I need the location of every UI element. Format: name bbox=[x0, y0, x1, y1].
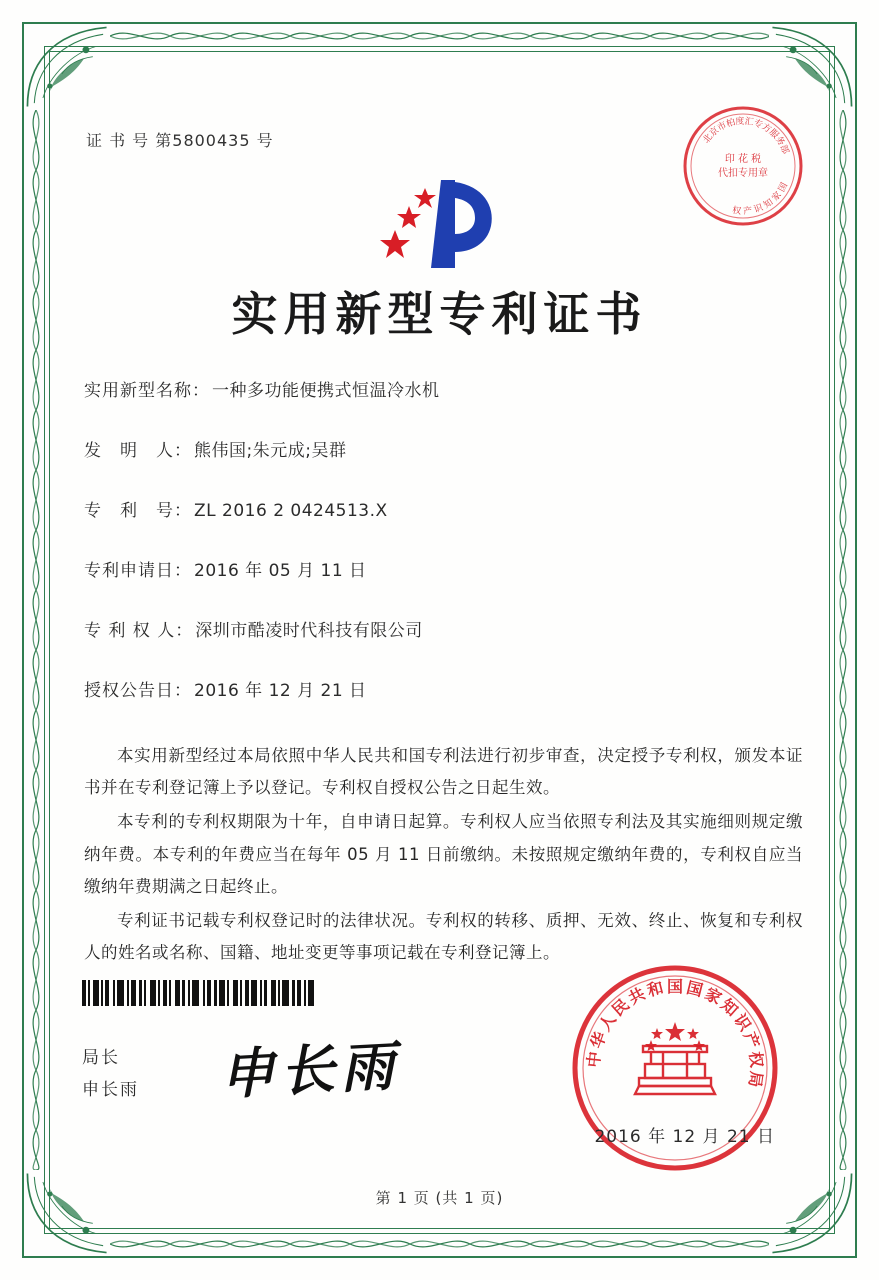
svg-text:产: 产 bbox=[739, 1029, 764, 1051]
field-label: 专 利 权 人： bbox=[84, 621, 194, 642]
field-value: 2016 年 12 月 21 日 bbox=[194, 681, 367, 702]
field-label: 授权公告日： bbox=[84, 681, 192, 702]
svg-text:专: 专 bbox=[752, 118, 764, 131]
svg-text:家: 家 bbox=[701, 983, 725, 1009]
field-list bbox=[84, 380, 807, 741]
svg-text:部: 部 bbox=[777, 143, 791, 156]
handwritten-signature: 申长雨 bbox=[218, 1033, 402, 1107]
svg-text:北: 北 bbox=[701, 132, 716, 146]
signature-block bbox=[82, 1042, 139, 1107]
border-vine-left bbox=[24, 110, 48, 1170]
svg-text:知: 知 bbox=[762, 197, 776, 211]
seal-date: 2016 年 12 月 21 日 bbox=[594, 1127, 775, 1147]
svg-text:印 花 税: 印 花 税 bbox=[724, 154, 762, 165]
svg-text:汇: 汇 bbox=[743, 116, 755, 129]
field-row-patent-number bbox=[84, 500, 807, 522]
svg-text:国: 国 bbox=[666, 977, 684, 996]
svg-text:华: 华 bbox=[586, 1029, 611, 1051]
field-value: 一种多功能便携式恒温冷水机 bbox=[212, 381, 440, 401]
field-label: 实用新型名称： bbox=[84, 381, 210, 401]
svg-text:务: 务 bbox=[772, 134, 787, 148]
field-value: 2016 年 05 月 11 日 bbox=[194, 561, 367, 582]
svg-text:国: 国 bbox=[777, 181, 791, 194]
cnipa-logo-icon bbox=[375, 168, 505, 278]
field-row-inventors bbox=[84, 440, 807, 462]
field-row-patentee bbox=[84, 620, 807, 642]
border-vine-bottom bbox=[110, 1232, 769, 1256]
svg-text:市: 市 bbox=[716, 120, 729, 134]
svg-text:中: 中 bbox=[583, 1050, 605, 1069]
page-footer: 第 1 页 (共 1 页) bbox=[375, 1189, 504, 1207]
svg-text:知: 知 bbox=[717, 995, 742, 1020]
svg-text:局: 局 bbox=[745, 1070, 767, 1089]
svg-text:服: 服 bbox=[766, 127, 781, 142]
border-vine-top bbox=[110, 24, 769, 48]
legal-paragraph-1: 本实用新型经过本局依照中华人民共和国专利法进行初步审查，决定授予专利权，颁发本证书并在专利登记簿上予以登记。专利权自授权公告之日起生效。 bbox=[84, 746, 803, 798]
barcode bbox=[82, 980, 332, 1006]
svg-text:京: 京 bbox=[708, 125, 722, 140]
certificate-number: 证 书 号 第5800435 号 bbox=[86, 131, 274, 150]
svg-text:共: 共 bbox=[625, 983, 649, 1009]
svg-text:柏: 柏 bbox=[725, 117, 737, 130]
svg-text:代扣专用章: 代扣专用章 bbox=[718, 168, 768, 179]
svg-text:家: 家 bbox=[770, 190, 784, 204]
svg-text:度: 度 bbox=[735, 116, 745, 128]
svg-text:人: 人 bbox=[595, 1010, 620, 1035]
border-vine-right bbox=[831, 110, 855, 1170]
field-row-utility-model-name bbox=[84, 380, 807, 402]
svg-text:权: 权 bbox=[745, 1050, 767, 1069]
page-title: 实用新型专利证书 bbox=[231, 287, 648, 341]
field-label: 专 利 号： bbox=[84, 501, 192, 522]
svg-text:识: 识 bbox=[752, 202, 765, 216]
legal-paragraph-3: 专利证书记载专利权登记时的法律状况。专利权的转移、质押、无效、终止、恢复和专利权人的姓名或名称、国籍、地址变更等事项记载在专利登记簿上。 bbox=[84, 910, 803, 963]
field-value: ZL 2016 2 0424513.X bbox=[194, 501, 388, 522]
svg-text:识: 识 bbox=[730, 1010, 755, 1035]
legal-text bbox=[84, 740, 803, 971]
field-row-application-date bbox=[84, 560, 807, 582]
field-value: 深圳市酷凌时代科技有限公司 bbox=[195, 621, 423, 642]
commissioner-name-label: 申长雨 bbox=[82, 1080, 139, 1101]
svg-text:产: 产 bbox=[742, 206, 753, 218]
field-row-grant-announcement-date bbox=[84, 680, 807, 702]
svg-text:民: 民 bbox=[608, 995, 633, 1020]
svg-text:方: 方 bbox=[759, 122, 773, 136]
svg-text:和: 和 bbox=[645, 977, 666, 1001]
tax-stamp-seal bbox=[679, 102, 807, 230]
svg-text:权: 权 bbox=[731, 205, 742, 218]
certificate-content bbox=[72, 80, 807, 1207]
legal-paragraph-2: 本专利的专利权期限为十年，自申请日起算。专利权人应当依照专利法及其实施细则规定缴纳年费。本专利的年费应当在每年 05 月 11 日前缴纳。未按照规定缴纳年费的，专利权自应当缴纳年费期满之日起终止。 bbox=[84, 812, 803, 896]
field-label: 专利申请日： bbox=[84, 561, 192, 582]
field-value: 熊伟国;朱元成;吴群 bbox=[194, 441, 347, 462]
commissioner-role-label: 局长 bbox=[82, 1048, 120, 1068]
field-label: 发 明 人： bbox=[84, 441, 192, 462]
svg-text:国: 国 bbox=[684, 977, 705, 1001]
